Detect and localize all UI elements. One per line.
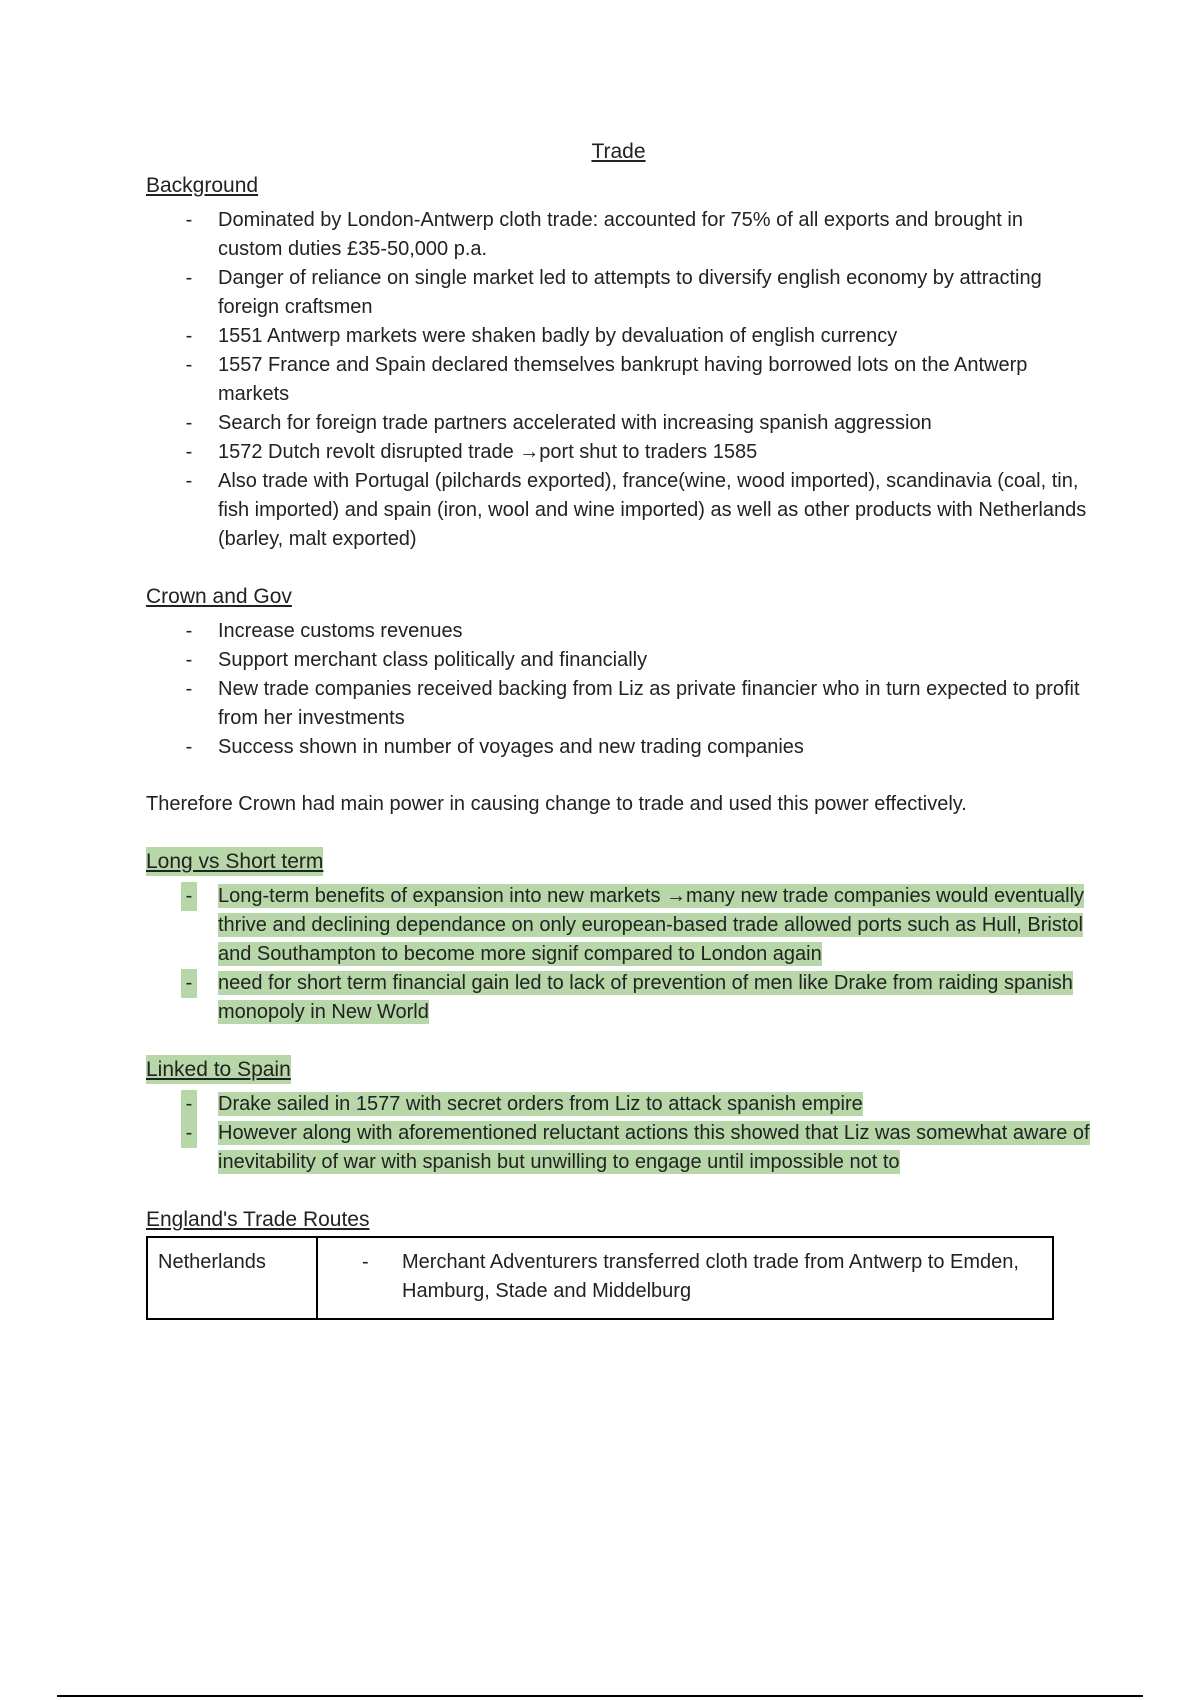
section-crown-gov bbox=[146, 582, 1091, 762]
list-item-text: Support merchant class politically and financially bbox=[218, 649, 648, 671]
table-cell-country: Netherlands bbox=[147, 1237, 317, 1319]
list-item-text: Long-term benefits of expansion into new markets →many new trade companies would eventually thrive and declining dependance on only european-based trade allowed ports such as Hull, Bristol and Southampton to become more signif compared to London again bbox=[218, 885, 1085, 965]
trade-routes-table bbox=[146, 1236, 1054, 1320]
dash-bullet: - bbox=[185, 678, 193, 700]
dash-bullet: - bbox=[185, 325, 193, 347]
dash-bullet: - bbox=[362, 1251, 369, 1273]
list-item bbox=[146, 438, 1091, 467]
table-cell-detail bbox=[317, 1237, 1053, 1319]
table-cell-detail-text: Merchant Adventurers transferred cloth trade from Antwerp to Emden, Hamburg, Stade and Middelburg bbox=[402, 1251, 1019, 1302]
list-item bbox=[146, 467, 1091, 554]
list-item-text: Also trade with Portugal (pilchards exported), france(wine, wood imported), scandinavia (coal, tin, fish imported) and spain (iron, wool and wine imported) as well as other products with Netherlands (barley, malt exported) bbox=[218, 470, 1087, 550]
list-item-text: 1551 Antwerp markets were shaken badly by devaluation of english currency bbox=[218, 325, 898, 347]
dash-bullet: - bbox=[185, 470, 193, 492]
section-heading-linked-to-spain: Linked to Spain bbox=[146, 1055, 291, 1084]
list-item bbox=[146, 409, 1091, 438]
list-item-text: Danger of reliance on single market led to attempts to diversify english economy by attracting foreign craftsmen bbox=[218, 267, 1042, 318]
section-heading-crown-gov: Crown and Gov bbox=[146, 585, 292, 608]
list-item-text: 1557 France and Spain declared themselves bankrupt having borrowed lots on the Antwerp markets bbox=[218, 354, 1028, 405]
list-item-text: Search for foreign trade partners accelerated with increasing spanish aggression bbox=[218, 412, 932, 434]
list-item bbox=[146, 351, 1091, 409]
list-item-text: Dominated by London-Antwerp cloth trade: accounted for 75% of all exports and brought in custom duties £35-50,000 p.a. bbox=[218, 209, 1023, 260]
section-background bbox=[146, 171, 1091, 554]
dash-bullet: - bbox=[181, 1090, 197, 1119]
dash-bullet: - bbox=[181, 969, 197, 998]
dash-bullet: - bbox=[185, 441, 193, 463]
page-bottom-divider bbox=[57, 1695, 1143, 1697]
page-title: Trade bbox=[591, 140, 646, 163]
list-item-text: Increase customs revenues bbox=[218, 620, 463, 642]
list-item bbox=[146, 969, 1091, 1027]
section-long-short-term bbox=[146, 847, 1091, 1027]
list-item-text: 1572 Dutch revolt disrupted trade →port shut to traders 1585 bbox=[218, 441, 758, 463]
list-item bbox=[146, 733, 1091, 762]
list-item-text: need for short term financial gain led to lack of prevention of men like Drake from raiding spanish monopoly in New World bbox=[218, 972, 1073, 1023]
list-item bbox=[146, 1090, 1091, 1119]
document-page bbox=[146, 140, 1091, 1348]
list-item bbox=[146, 1119, 1091, 1177]
crown-gov-list bbox=[146, 617, 1091, 762]
list-item-text: Success shown in number of voyages and new trading companies bbox=[218, 736, 804, 758]
section-heading-long-short-term: Long vs Short term bbox=[146, 847, 323, 876]
section-trade-routes bbox=[146, 1205, 1091, 1320]
list-item bbox=[146, 322, 1091, 351]
list-item bbox=[146, 617, 1091, 646]
dash-bullet: - bbox=[185, 736, 193, 758]
dash-bullet: - bbox=[185, 412, 193, 434]
dash-bullet: - bbox=[185, 620, 193, 642]
list-item bbox=[146, 882, 1091, 969]
list-item bbox=[146, 264, 1091, 322]
dash-bullet: - bbox=[185, 354, 193, 376]
background-list bbox=[146, 206, 1091, 554]
dash-bullet: - bbox=[181, 1119, 197, 1148]
section-heading-background: Background bbox=[146, 174, 259, 197]
list-item-text: Drake sailed in 1577 with secret orders from Liz to attack spanish empire bbox=[218, 1093, 863, 1115]
dash-bullet: - bbox=[185, 649, 193, 671]
long-short-list bbox=[146, 882, 1091, 1027]
section-linked-to-spain bbox=[146, 1055, 1091, 1177]
section-heading-trade-routes: England's Trade Routes bbox=[146, 1208, 370, 1231]
dash-bullet: - bbox=[185, 209, 193, 231]
list-item-text: However along with aforementioned reluctant actions this showed that Liz was somewhat aware of inevitability of war with spanish but unwilling to engage until impossible not to bbox=[218, 1122, 1090, 1173]
list-item bbox=[146, 206, 1091, 264]
dash-bullet: - bbox=[181, 882, 197, 911]
conclusion-paragraph: Therefore Crown had main power in causing change to trade and used this power effectively. bbox=[146, 793, 967, 815]
list-item bbox=[146, 675, 1091, 733]
table-row bbox=[147, 1237, 1053, 1319]
list-item-text: New trade companies received backing from Liz as private financier who in turn expected to profit from her investments bbox=[218, 678, 1080, 729]
spain-list bbox=[146, 1090, 1091, 1177]
list-item bbox=[146, 646, 1091, 675]
dash-bullet: - bbox=[185, 267, 193, 289]
